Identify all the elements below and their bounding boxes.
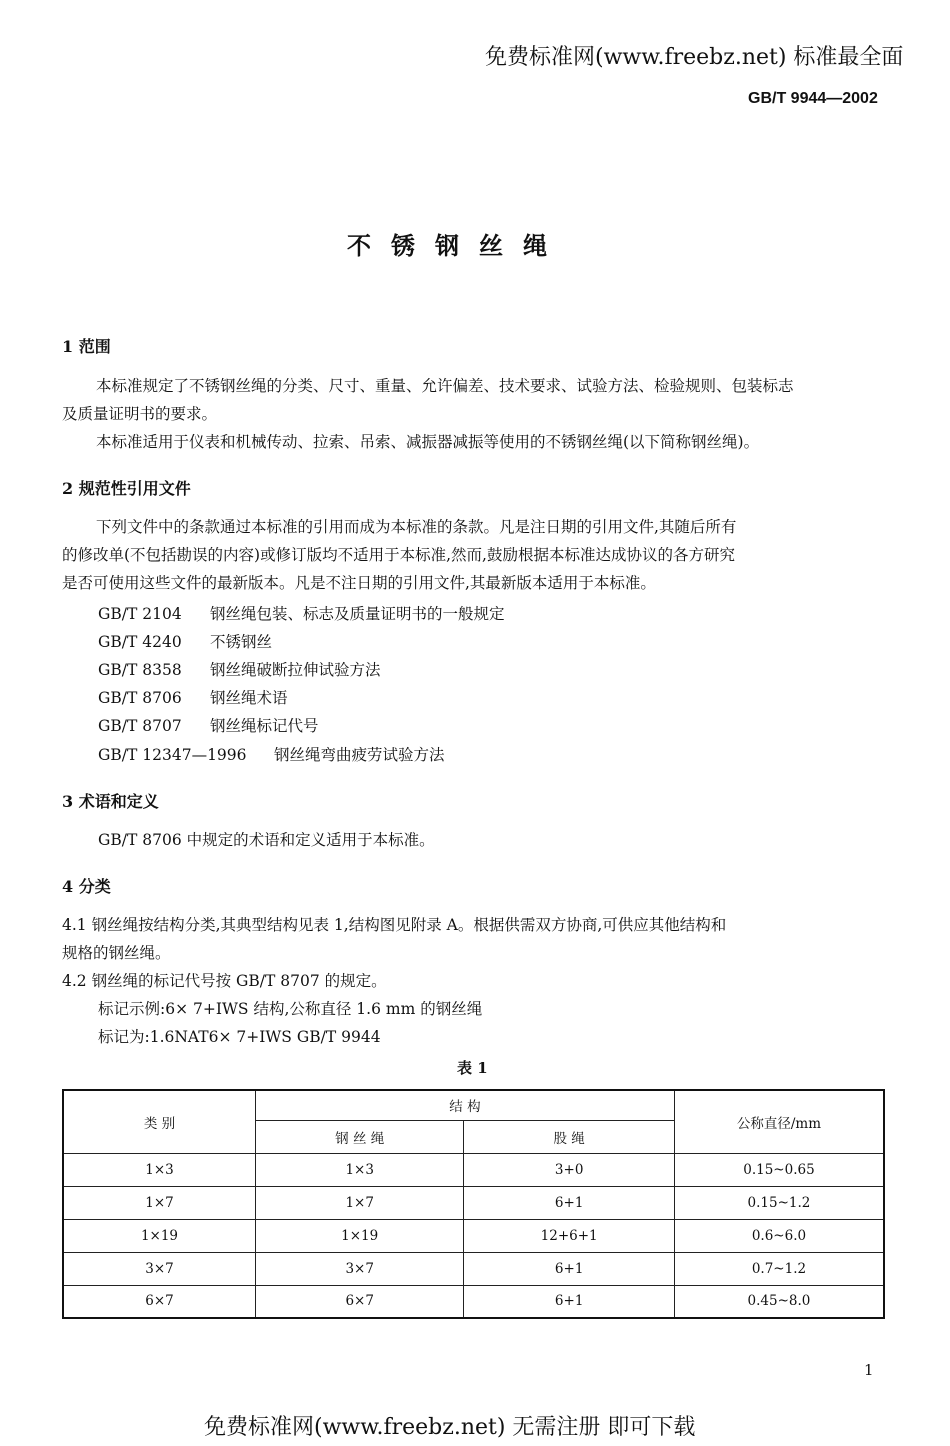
header-rope: 钢 丝 绳 [255, 1120, 463, 1153]
reference-item [98, 686, 288, 708]
reference-title: 钢丝绳标记代号 [210, 717, 319, 735]
table-header-row [63, 1090, 884, 1120]
table-row [63, 1153, 884, 1186]
marking-example: 标记示例:6× 7+IWS 结构,公称直径 1.6 mm 的钢丝绳 [98, 1000, 483, 1018]
reference-item [98, 743, 445, 765]
header-structure: 结 构 [255, 1090, 674, 1120]
table-row [63, 1186, 884, 1219]
cell: 6×7 [255, 1285, 463, 1318]
reference-title: 不锈钢丝 [210, 633, 273, 651]
reference-item [98, 630, 272, 652]
marking-result: 标记为:1.6NAT6× 7+IWS GB/T 9944 [98, 1028, 381, 1046]
standard-number: GB/T 9944—2002 [748, 90, 878, 107]
reference-item [98, 714, 319, 736]
reference-title: 钢丝绳弯曲疲劳试验方法 [274, 746, 445, 764]
table-row [63, 1219, 884, 1252]
cell: 6+1 [464, 1285, 675, 1318]
section-3-heading: 3 术语和定义 [62, 792, 159, 811]
reference-code: GB/T 8706 [98, 689, 182, 707]
section-1-heading: 1 范围 [62, 337, 111, 356]
table-1 [62, 1089, 885, 1319]
cell: 0.45~8.0 [674, 1285, 884, 1318]
cell: 6+1 [464, 1252, 675, 1285]
clause-4-2: 4.2 钢丝绳的标记代号按 GB/T 8707 的规定。 [62, 972, 387, 990]
section-1-para-1b: 及质量证明书的要求。 [62, 405, 218, 423]
reference-title: 钢丝绳术语 [210, 689, 288, 707]
reference-item [98, 658, 381, 680]
document-title: 不锈钢丝绳 [347, 231, 567, 260]
top-banner: 免费标准网(www.freebz.net) 标准最全面 [485, 45, 904, 70]
table-row [63, 1252, 884, 1285]
reference-title: 钢丝绳破断拉伸试验方法 [210, 661, 381, 679]
cell: 0.15~0.65 [674, 1153, 884, 1186]
cell: 3+0 [464, 1153, 675, 1186]
clause-4-1-b: 规格的钢丝绳。 [62, 944, 171, 962]
table-caption: 表 1 [457, 1059, 488, 1077]
reference-code: GB/T 8358 [98, 661, 182, 679]
section-2-heading: 2 规范性引用文件 [62, 479, 191, 498]
cell: 12+6+1 [464, 1219, 675, 1252]
page-number: 1 [864, 1361, 874, 1379]
bottom-banner: 免费标准网(www.freebz.net) 无需注册 即可下载 [204, 1415, 696, 1440]
section-4-heading: 4 分类 [62, 877, 111, 896]
reference-code: GB/T 2104 [98, 605, 182, 623]
section-1-para-2: 本标准适用于仪表和机械传动、拉索、吊索、减振器减振等使用的不锈钢丝绳(以下简称钢丝绳)。 [96, 433, 760, 451]
section-3-para: GB/T 8706 中规定的术语和定义适用于本标准。 [98, 831, 435, 849]
header-diameter: 公称直径/mm [674, 1090, 884, 1153]
section-2-para-c: 是否可使用这些文件的最新版本。凡是不注日期的引用文件,其最新版本适用于本标准。 [62, 574, 656, 592]
cell: 6+1 [464, 1186, 675, 1219]
cell: 1×7 [255, 1186, 463, 1219]
cell: 0.7~1.2 [674, 1252, 884, 1285]
cell: 1×3 [255, 1153, 463, 1186]
reference-item [98, 602, 505, 624]
reference-title: 钢丝绳包装、标志及质量证明书的一般规定 [210, 605, 505, 623]
header-strand: 股 绳 [464, 1120, 675, 1153]
header-category: 类 别 [63, 1090, 255, 1153]
cell: 1×19 [255, 1219, 463, 1252]
cell: 1×3 [63, 1153, 255, 1186]
reference-code: GB/T 4240 [98, 633, 182, 651]
cell: 3×7 [63, 1252, 255, 1285]
section-1-para-1a: 本标准规定了不锈钢丝绳的分类、尺寸、重量、允许偏差、技术要求、试验方法、检验规则、包装标志 [96, 377, 794, 395]
reference-code: GB/T 8707 [98, 717, 182, 735]
cell: 1×19 [63, 1219, 255, 1252]
cell: 1×7 [63, 1186, 255, 1219]
reference-code: GB/T 12347—1996 [98, 746, 247, 764]
cell: 3×7 [255, 1252, 463, 1285]
cell: 0.6~6.0 [674, 1219, 884, 1252]
section-2-para-a: 下列文件中的条款通过本标准的引用而成为本标准的条款。凡是注日期的引用文件,其随后所有 [96, 518, 737, 536]
table-row [63, 1285, 884, 1318]
cell: 6×7 [63, 1285, 255, 1318]
section-2-para-b: 的修改单(不包括勘误的内容)或修订版均不适用于本标准,然而,鼓励根据本标准达成协议的各方研究 [62, 546, 735, 564]
clause-4-1-a: 4.1 钢丝绳按结构分类,其典型结构见表 1,结构图见附录 A。根据供需双方协商,可供应其他结构和 [62, 916, 727, 934]
cell: 0.15~1.2 [674, 1186, 884, 1219]
